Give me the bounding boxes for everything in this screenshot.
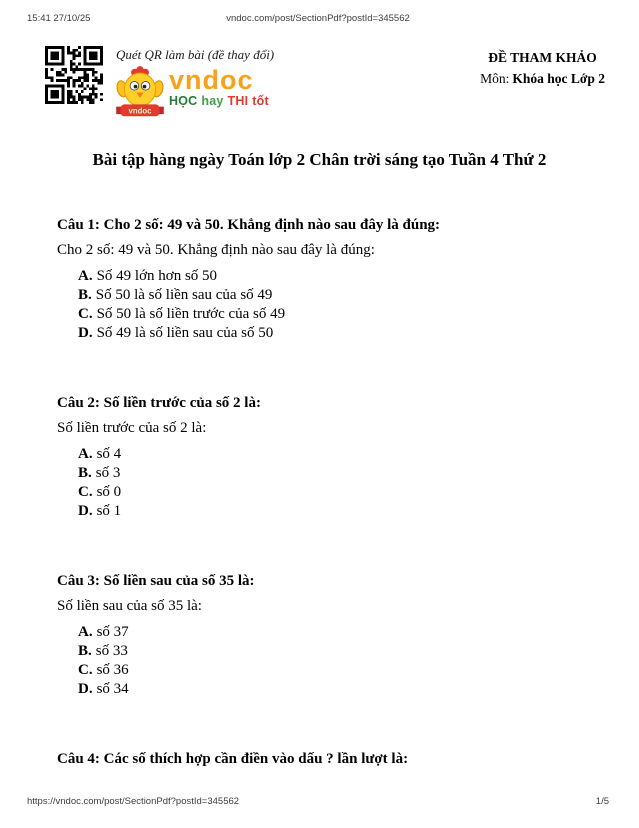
subject-line bbox=[480, 68, 605, 89]
question-1-options bbox=[57, 267, 592, 343]
vndoc-logo bbox=[116, 65, 274, 123]
option-label: A. bbox=[78, 624, 93, 640]
print-footer-url: https://vndoc.com/post/SectionPdf?postId=345562 bbox=[27, 796, 240, 807]
qr-code-image bbox=[45, 46, 103, 104]
question-3-heading: Câu 3: Số liền sau của số 35 là: bbox=[57, 573, 255, 589]
option-text: số 33 bbox=[95, 643, 128, 659]
option-label: A. bbox=[78, 446, 93, 462]
print-header-datetime: 15:41 27/10/25 bbox=[27, 13, 91, 24]
option-row bbox=[78, 445, 592, 464]
print-header-title: vndoc.com/post/SectionPdf?postId=345562 bbox=[226, 13, 410, 24]
option-row bbox=[78, 305, 592, 324]
brand-wordmark: vndoc bbox=[169, 65, 254, 95]
option-label: B. bbox=[78, 465, 92, 481]
print-footer bbox=[27, 796, 609, 808]
worksheet-title: Bài tập hàng ngày Toán lớp 2 Chân trời sáng tạo Tuần 4 Thứ 2 bbox=[92, 150, 547, 169]
subject-label: Môn: bbox=[480, 71, 510, 86]
question-3-body: Số liền sau của số 35 là: bbox=[57, 598, 202, 614]
question-2-heading: Câu 2: Số liền trước của số 2 là: bbox=[57, 395, 261, 411]
brand-text-block bbox=[169, 65, 269, 109]
exam-reference-label: ĐỀ THAM KHẢO bbox=[488, 50, 597, 65]
option-label: B. bbox=[78, 287, 92, 303]
option-text: số 4 bbox=[96, 446, 122, 462]
option-row bbox=[78, 324, 592, 343]
option-text: số 3 bbox=[95, 465, 121, 481]
option-label: D. bbox=[78, 503, 93, 519]
question-3 bbox=[57, 571, 592, 699]
option-label: A. bbox=[78, 268, 93, 284]
option-row bbox=[78, 642, 592, 661]
chicken-mascot-icon bbox=[116, 65, 164, 123]
print-footer-page-number: 1/5 bbox=[595, 796, 609, 807]
subject-value: Khóa học Lớp 2 bbox=[512, 71, 605, 86]
ribbon-text: vndoc bbox=[128, 106, 152, 116]
question-2-body: Số liền trước của số 2 là: bbox=[57, 420, 207, 436]
question-4 bbox=[57, 749, 592, 769]
question-2 bbox=[57, 393, 592, 521]
qr-caption: Quét QR làm bài (đề thay đổi) bbox=[116, 47, 275, 62]
option-text: số 36 bbox=[96, 662, 129, 678]
print-header bbox=[27, 13, 609, 25]
option-label: D. bbox=[78, 681, 93, 697]
option-label: D. bbox=[78, 325, 93, 341]
option-text: số 34 bbox=[96, 681, 129, 697]
question-1 bbox=[57, 215, 592, 343]
questions-container bbox=[57, 215, 592, 769]
option-label: C. bbox=[78, 484, 93, 500]
option-row bbox=[78, 680, 592, 699]
brand-tagline bbox=[169, 94, 269, 109]
option-text: Số 50 là số liền trước của số 49 bbox=[96, 306, 286, 322]
option-row bbox=[78, 661, 592, 680]
option-label: C. bbox=[78, 662, 93, 678]
option-text: số 37 bbox=[96, 624, 129, 640]
option-label: C. bbox=[78, 306, 93, 322]
question-4-heading: Câu 4: Các số thích hợp cần điền vào dấu ? lần lượt là: bbox=[57, 751, 409, 767]
tagline-thi: THI bbox=[227, 94, 249, 108]
question-1-heading: Câu 1: Cho 2 số: 49 và 50. Khẳng định nào sau đây là đúng: bbox=[57, 217, 441, 233]
option-row bbox=[78, 623, 592, 642]
question-3-options bbox=[57, 623, 592, 699]
option-text: Số 50 là số liền sau của số 49 bbox=[95, 287, 273, 303]
document-header bbox=[45, 46, 605, 123]
tagline-hay: hay bbox=[201, 94, 224, 108]
option-text: Số 49 là số liền sau của số 50 bbox=[96, 325, 274, 341]
question-2-options bbox=[57, 445, 592, 521]
tagline-tot: tốt bbox=[252, 94, 269, 108]
option-row bbox=[78, 464, 592, 483]
qr-code bbox=[45, 46, 103, 104]
option-row bbox=[78, 286, 592, 305]
header-left-group bbox=[45, 46, 274, 123]
option-text: số 1 bbox=[96, 503, 122, 519]
option-row bbox=[78, 502, 592, 521]
option-row bbox=[78, 483, 592, 502]
option-text: Số 49 lớn hơn số 50 bbox=[96, 268, 218, 284]
logo-block bbox=[116, 46, 274, 123]
header-right-group bbox=[480, 46, 605, 89]
option-text: số 0 bbox=[96, 484, 122, 500]
option-label: B. bbox=[78, 643, 92, 659]
question-1-body: Cho 2 số: 49 và 50. Khẳng định nào sau đây là đúng: bbox=[57, 242, 375, 258]
option-row bbox=[78, 267, 592, 286]
tagline-hoc: HỌC bbox=[169, 94, 198, 108]
